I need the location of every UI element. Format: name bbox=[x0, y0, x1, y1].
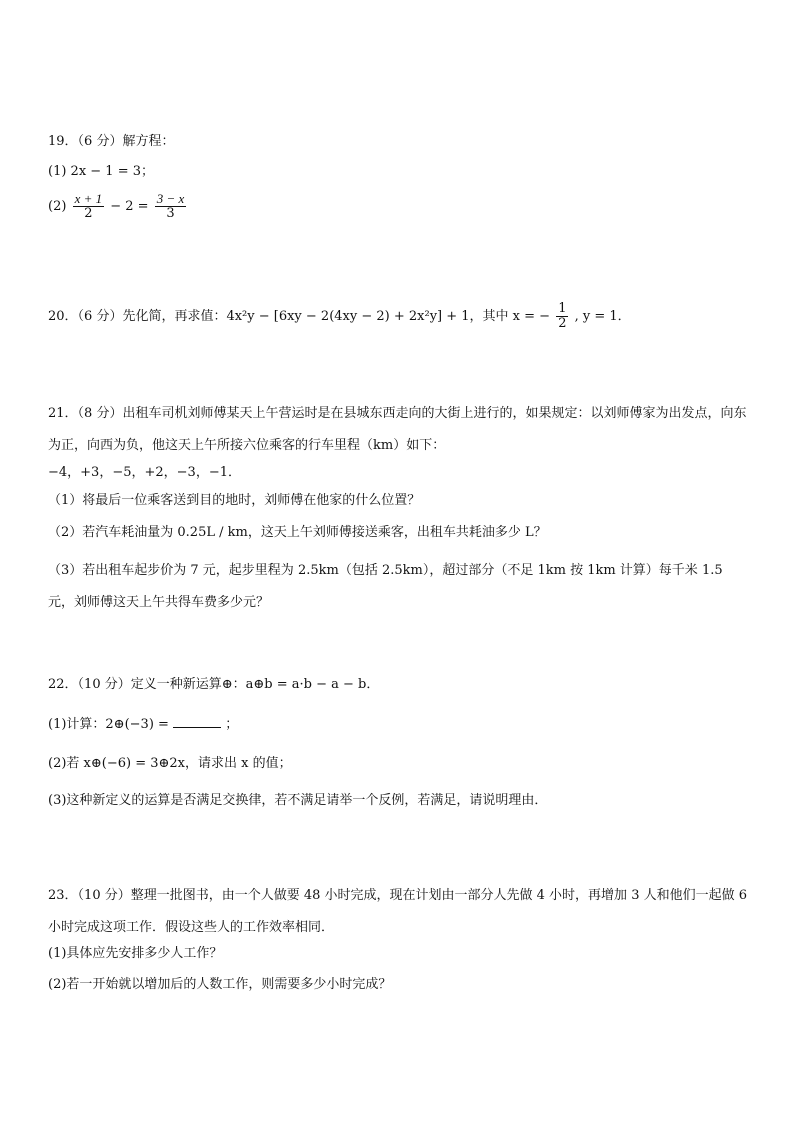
q20-denominator: 2 bbox=[558, 316, 567, 331]
q22-part3: (3)这种新定义的运算是否满足交换律，若不满足请举一个反例，若满足，请说明理由． bbox=[48, 793, 548, 808]
q22-heading: 22．（10 分）定义一种新运算⊕：a⊕b = a·b − a − b． bbox=[48, 677, 380, 692]
q20-text-a: 20．（6 分）先化简，再求值：4x²y − [6xy − 2(4xy − 2) + 2x²y] + 1，其中 x = − bbox=[48, 309, 551, 324]
q20-numerator: 1 bbox=[558, 301, 567, 316]
q22-part1 bbox=[48, 715, 238, 734]
q19-part2 bbox=[48, 192, 188, 221]
q23-part1: (1)具体应先安排多少人工作？ bbox=[48, 946, 223, 961]
q21-part2: （2）若汽车耗油量为 0.25L / km，这天上午刘师傅接送乘客，出租车共耗油多少 L？ bbox=[48, 525, 547, 540]
q19-part1: (1) 2x − 1 = 3； bbox=[48, 164, 155, 179]
q19-heading: 19．（6 分）解方程： bbox=[48, 134, 175, 149]
answer-blank bbox=[173, 715, 221, 728]
q21-heading: 21．（8 分）出租车司机刘师傅某天上午营运时是在县城东西走向的大街上进行的，如果规定：以刘师傅家为出发点，向东为正，向西为负，他这天上午所接六位乘客的行车里程（km）如下： bbox=[48, 406, 747, 453]
q19-middle: − 2 = bbox=[110, 199, 149, 214]
q23-part2: (2)若一开始就以增加后的人数工作，则需要多少小时完成？ bbox=[48, 977, 392, 992]
q19-left-numerator: x + 1 bbox=[74, 191, 103, 206]
q20-fraction bbox=[556, 302, 568, 331]
q19-left-denominator: 2 bbox=[84, 206, 93, 221]
q19-left-fraction bbox=[73, 192, 105, 221]
q19-right-numerator: 3 − x bbox=[156, 191, 185, 206]
q19-right-denominator: 3 bbox=[166, 206, 175, 221]
q19-right-fraction bbox=[155, 192, 187, 221]
q20-text-b: , y = 1． bbox=[574, 309, 631, 324]
q20-line bbox=[48, 302, 631, 331]
q23-heading: 23．（10 分）整理一批图书，由一个人做要 48 小时完成，现在计划由一部分人先做 4 小时，再增加 3 人和他们一起做 6 小时完成这项工作．假设这些人的工作效率相同． bbox=[48, 888, 747, 935]
q19-part2-label: (2) bbox=[48, 199, 67, 214]
q22-part1-suffix: ； bbox=[225, 717, 239, 732]
q21-data: −4，+3，−5，+2，−3，−1． bbox=[48, 465, 241, 480]
q22-part2: (2)若 x⊕(−6) = 3⊕2x，请求出 x 的值； bbox=[48, 756, 292, 771]
q21-part1: （1）将最后一位乘客送到目的地时，刘师傅在他家的什么位置？ bbox=[48, 493, 421, 508]
q21-part3: （3）若出租车起步价为 7 元，起步里程为 2.5km（包括 2.5km），超过部分（不足 1km 按 1km 计算）每千米 1.5 元，刘师傅这天上午共得车费多少元？ bbox=[48, 563, 723, 610]
q22-part1-text: (1)计算：2⊕(−3) = bbox=[48, 717, 169, 732]
